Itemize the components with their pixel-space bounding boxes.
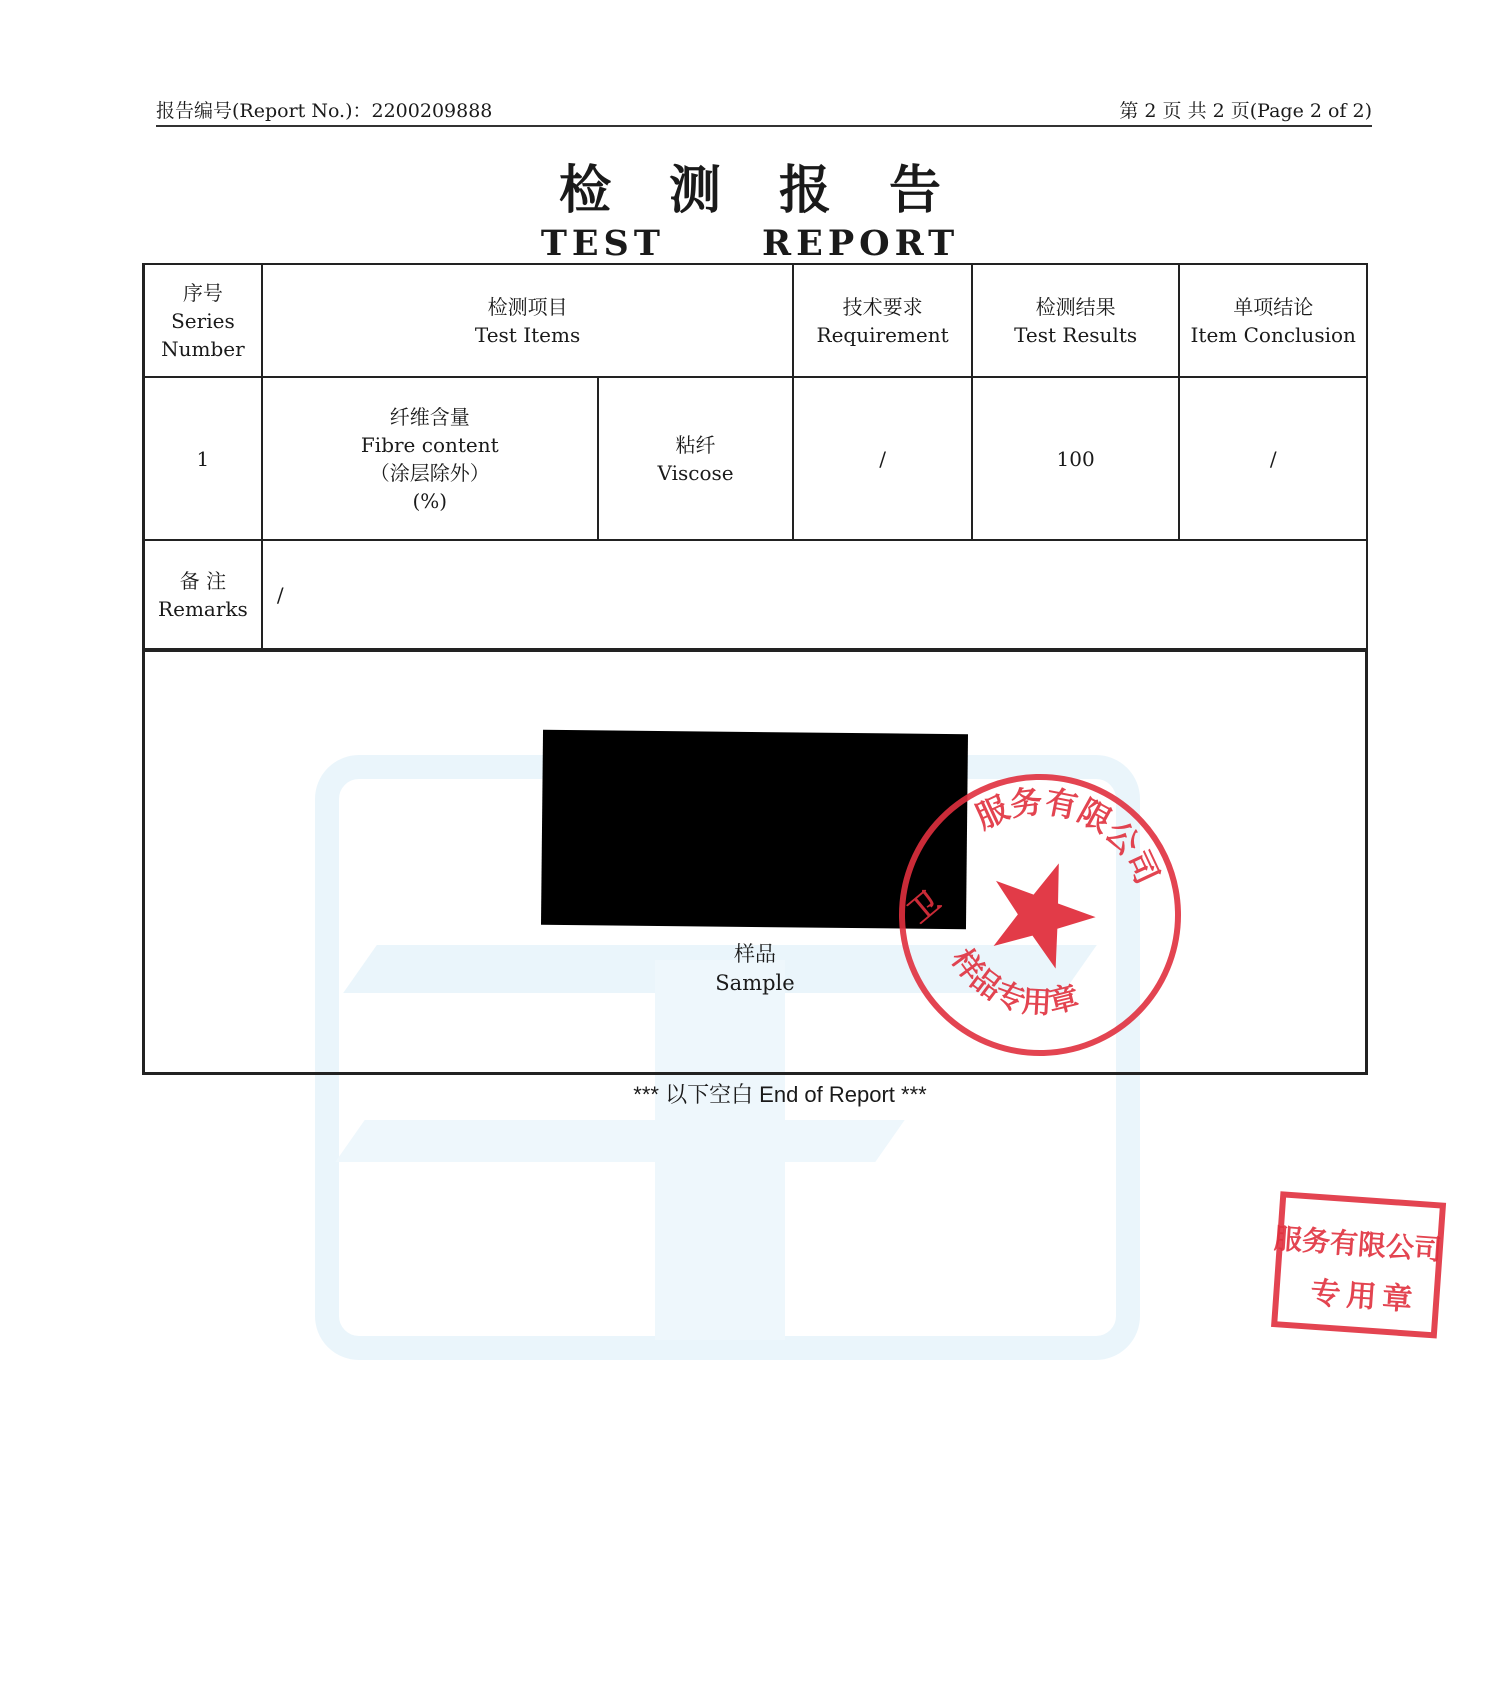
test-results-table: [142, 263, 1368, 650]
end-of-report: *** 以下空白 End of Report ***: [633, 1082, 927, 1107]
row-conclusion: /: [1179, 377, 1367, 540]
remarks-label: 备 注 Remarks: [144, 540, 262, 649]
header-test-results: 检测结果 Test Results: [972, 264, 1180, 377]
row-result: 100: [972, 377, 1180, 540]
table-header-row: [144, 264, 1368, 377]
star-icon: [975, 845, 1109, 975]
report-title-zh: 检测报告: [558, 161, 999, 221]
seal-text-bottom: 样品专用章: [944, 942, 1083, 1022]
header-item-conclusion: 单项结论 Item Conclusion: [1179, 264, 1367, 377]
report-title-en: TEST REPORT: [540, 223, 960, 264]
row-test-item: 纤维含量 Fibre content （涂层除外） (%): [262, 377, 598, 540]
remarks-value: /: [262, 540, 1367, 649]
sample-label: 样品 Sample: [715, 942, 795, 996]
report-number: 报告编号(Report No.)：2200209888: [156, 100, 493, 122]
row-requirement: /: [793, 377, 972, 540]
header-test-items: 检测项目 Test Items: [262, 264, 794, 377]
seal-text-top: 服务有限公司: [969, 782, 1167, 890]
rectangular-red-seal: [1270, 1188, 1450, 1358]
rect-seal-line1: 服务有限公司: [1273, 1221, 1443, 1267]
report-header: [156, 95, 1372, 127]
seal-text-left: 卫: [902, 884, 948, 931]
remarks-row: [144, 540, 1368, 649]
header-requirement: 技术要求 Requirement: [793, 264, 972, 377]
row-series: 1: [144, 377, 262, 540]
round-red-seal: [890, 765, 1190, 1065]
table-row: [144, 377, 1368, 540]
page-indicator: 第 2 页 共 2 页(Page 2 of 2): [1119, 100, 1372, 122]
rect-seal-line2: 专用章: [1309, 1275, 1420, 1319]
row-sub-item: 粘纤 Viscose: [598, 377, 794, 540]
watermark-stroke: [335, 1120, 904, 1162]
header-series: 序号 Series Number: [144, 264, 262, 377]
